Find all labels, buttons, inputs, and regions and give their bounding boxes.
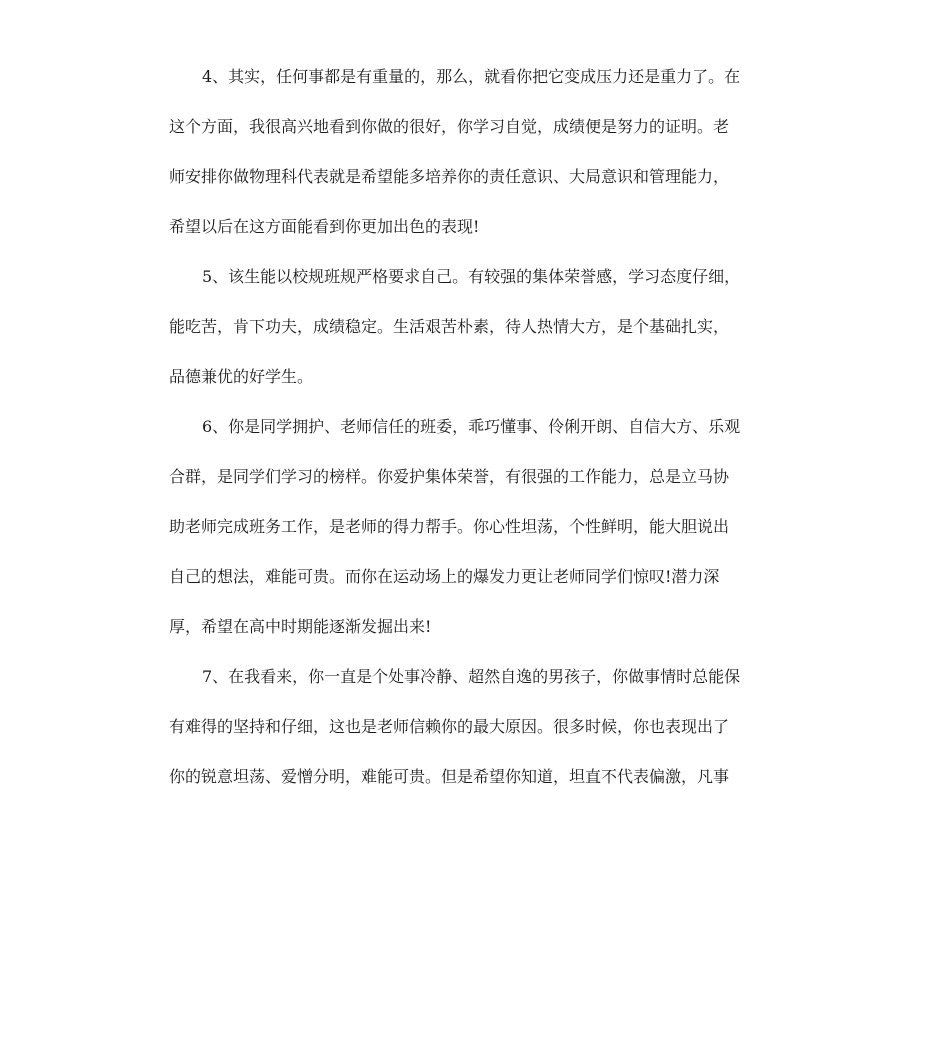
paragraph-7-line-3: 你的锐意坦荡、爱憎分明，难能可贵。但是希望你知道，坦直不代表偏激，凡事 (169, 767, 730, 786)
paragraph-6-line-1: 6、你是同学拥护、老师信任的班委，乖巧懂事、伶俐开朗、自信大方、乐观 (202, 417, 741, 436)
paragraph-6-line-4: 自己的想法，难能可贵。而你在运动场上的爆发力更让老师同学们惊叹!潜力深 (169, 567, 720, 586)
paragraph-4-line-1: 4、其实，任何事都是有重量的，那么，就看你把它变成压力还是重力了。在 (202, 67, 741, 86)
paragraph-5-line-3: 品德兼优的好学生。 (169, 367, 314, 386)
paragraph-4-line-3: 师安排你做物理科代表就是希望能多培养你的责任意识、大局意识和管理能力， (169, 167, 730, 186)
paragraph-5-line-1: 5、该生能以校规班规严格要求自己。有较强的集体荣誉感，学习态度仔细， (202, 267, 741, 286)
paragraph-7-line-2: 有难得的坚持和仔细，这也是老师信赖你的最大原因。很多时候，你也表现出了 (169, 717, 730, 736)
paragraph-6-line-2: 合群，是同学们学习的榜样。你爱护集体荣誉，有很强的工作能力，总是立马协 (169, 467, 730, 486)
paragraph-6-line-5: 厚，希望在高中时期能逐渐发掘出来! (169, 617, 432, 636)
paragraph-4-line-4: 希望以后在这方面能看到你更加出色的表现! (169, 217, 480, 236)
paragraph-4-line-2: 这个方面，我很高兴地看到你做的很好，你学习自觉，成绩便是努力的证明。老 (169, 117, 730, 136)
paragraph-6-line-3: 助老师完成班务工作，是老师的得力帮手。你心性坦荡，个性鲜明，能大胆说出 (169, 517, 730, 536)
paragraph-7-line-1: 7、在我看来，你一直是个处事冷静、超然自逸的男孩子，你做事情时总能保 (202, 667, 741, 686)
paragraph-5-line-2: 能吃苦，肯下功夫，成绩稳定。生活艰苦朴素，待人热情大方，是个基础扎实， (169, 317, 730, 336)
